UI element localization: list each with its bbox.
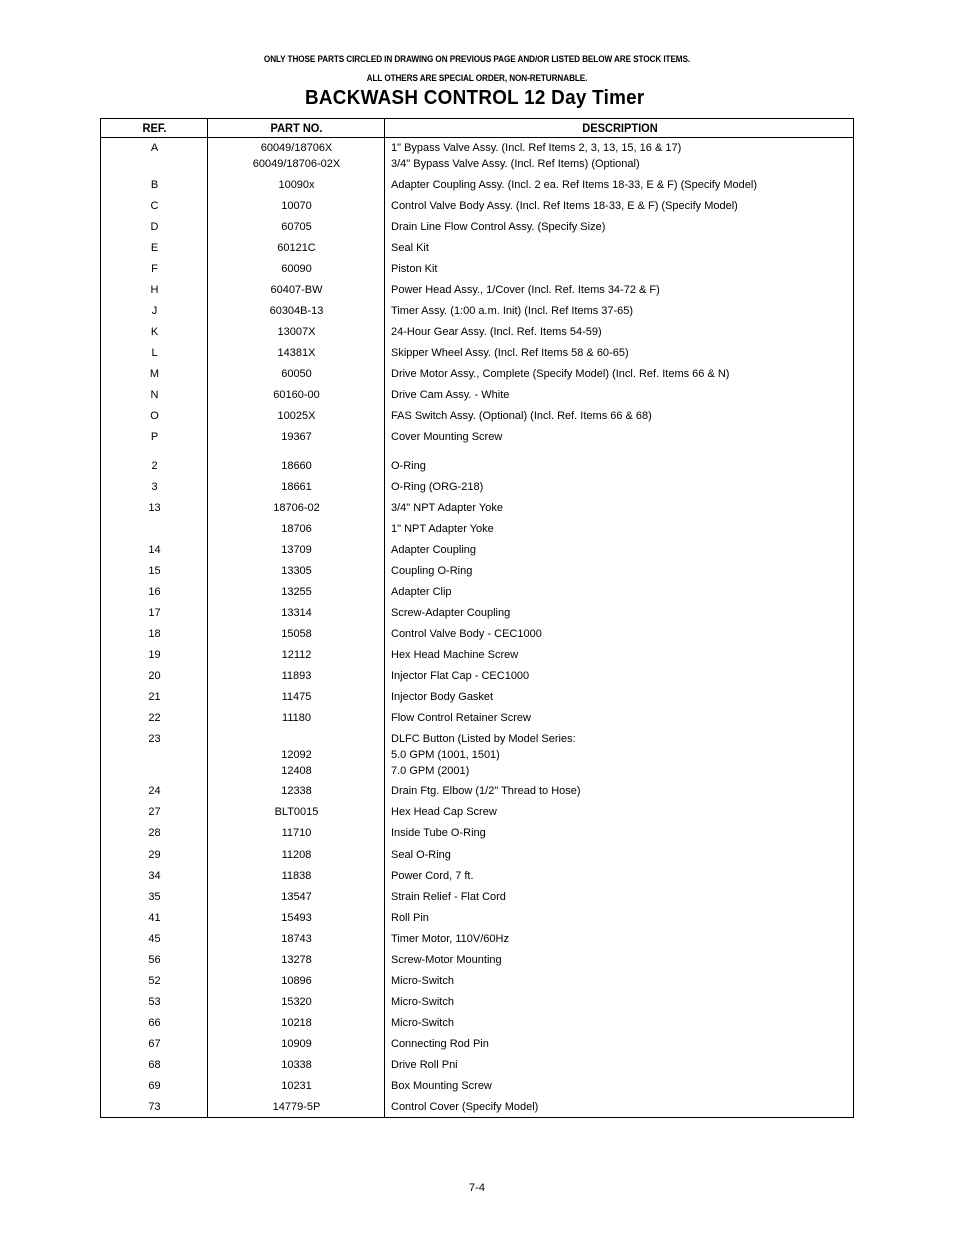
table-cell-ref: 24 [148, 785, 161, 797]
parts-table [100, 118, 854, 1118]
table-cell-ref: M [149, 368, 160, 380]
table-cell-desc: 3/4" NPT Adapter Yoke [391, 502, 503, 514]
table-cell-part: 15493 [281, 912, 312, 924]
table-cell-desc: Roll Pin [391, 912, 429, 924]
table-cell-ref: A [150, 142, 159, 154]
table-cell-part: 60050 [281, 368, 312, 380]
table-cell-desc: Drain Ftg. Elbow (1/2" Thread to Hose) [391, 785, 581, 797]
table-cell-ref: 19 [148, 649, 161, 661]
stock-notice-line-1: ONLY THOSE PARTS CIRCLED IN DRAWING ON PREVIOUS PAGE AND/OR LISTED BELOW ARE STOCK ITEMS. [263, 54, 691, 65]
table-cell-part: 19367 [281, 431, 312, 443]
table-cell-ref: L [151, 347, 158, 359]
table-cell-ref: 29 [148, 849, 161, 861]
table-cell-part: 60407-BW [270, 284, 323, 296]
table-cell-ref: 17 [148, 607, 161, 619]
table-cell-ref: 28 [148, 827, 161, 839]
table-cell-part: 10909 [281, 1038, 312, 1050]
table-cell-ref: K [150, 326, 159, 338]
table-cell-part: 12408 [281, 764, 312, 777]
table-cell-ref: N [150, 389, 159, 401]
table-cell-part: 12338 [281, 785, 312, 797]
table-cell-desc: Hex Head Machine Screw [391, 649, 519, 661]
table-cell-part: 60304B-13 [269, 305, 324, 317]
header-part-no: PART NO. [270, 121, 323, 135]
table-cell-part: 12112 [281, 649, 312, 661]
table-cell-part: 60090 [281, 263, 312, 275]
table-cell-ref: E [150, 242, 159, 254]
table-cell-ref: 69 [148, 1080, 161, 1092]
table-cell-part: 11208 [281, 849, 312, 861]
table-cell-ref: 34 [148, 870, 161, 882]
table-cell-part: 10218 [281, 1017, 312, 1029]
table-cell-part: 10070 [281, 200, 312, 212]
table-cell-part: 15058 [281, 628, 312, 640]
table-cell-desc: 3/4" Bypass Valve Assy. (Incl. Ref Items) (Optional) [391, 157, 640, 170]
table-cell-part: 60121C [277, 242, 316, 254]
table-cell-part: 11180 [282, 712, 311, 724]
table-cell-desc: Flow Control Retainer Screw [391, 712, 531, 724]
header-divider [101, 137, 853, 138]
table-cell-desc: DLFC Button (Listed by Model Series: [391, 733, 576, 745]
table-cell-desc: Adapter Coupling [391, 544, 477, 556]
table-cell-part: BLT0015 [274, 806, 319, 818]
table-cell-ref: 15 [148, 565, 161, 577]
header-description: DESCRIPTION [582, 121, 658, 135]
table-cell-ref: 41 [148, 912, 161, 924]
table-cell-desc: Injector Flat Cap - CEC1000 [391, 670, 530, 682]
table-cell-ref: D [150, 221, 159, 233]
table-cell-part: 60160-00 [273, 389, 320, 401]
table-cell-desc: Timer Motor, 110V/60Hz [391, 933, 509, 945]
table-cell-desc: Screw-Adapter Coupling [391, 607, 511, 619]
table-cell-part: 13255 [281, 586, 312, 598]
table-cell-ref: 52 [148, 975, 161, 987]
table-cell-part: 15320 [281, 996, 312, 1008]
table-cell-part: 11710 [281, 827, 312, 839]
stock-notice-line-2: ALL OTHERS ARE SPECIAL ORDER, NON-RETURNABLE. [366, 73, 588, 84]
table-cell-desc: Drive Motor Assy., Complete (Specify Model) (Incl. Ref. Items 66 & N) [391, 368, 730, 380]
page-number: 7-4 [469, 1182, 485, 1194]
table-cell-desc: Strain Relief - Flat Cord [391, 891, 506, 903]
table-cell-ref: 68 [148, 1059, 161, 1071]
table-cell-ref: C [150, 200, 159, 212]
table-cell-ref: 20 [148, 670, 161, 682]
table-cell-desc: 7.0 GPM (2001) [391, 764, 470, 777]
table-cell-part: 18743 [281, 933, 312, 945]
page-title: BACKWASH CONTROL 12 Day Timer [305, 86, 645, 109]
table-cell-part: 10025X [277, 410, 316, 422]
table-cell-ref: 2 [151, 460, 158, 472]
table-cell-part: 11838 [281, 870, 312, 882]
table-cell-ref: 14 [148, 544, 161, 556]
table-cell-ref: J [151, 305, 158, 317]
table-cell-desc: Skipper Wheel Assy. (Incl. Ref Items 58 & 60-65) [391, 347, 629, 359]
table-cell-part: 13278 [281, 954, 312, 966]
table-cell-desc: Connecting Rod Pin [391, 1038, 489, 1050]
table-cell-desc: FAS Switch Assy. (Optional) (Incl. Ref. Items 66 & 68) [391, 410, 652, 422]
table-cell-part: 18706 [281, 523, 312, 535]
table-cell-desc: Power Head Assy., 1/Cover (Incl. Ref. Items 34-72 & F) [391, 284, 660, 296]
table-cell-part: 10338 [281, 1059, 312, 1071]
table-cell-part: 12092 [281, 748, 312, 761]
table-cell-desc: 1" NPT Adapter Yoke [391, 523, 494, 535]
table-cell-ref: 66 [148, 1017, 161, 1029]
table-cell-ref: 13 [148, 502, 161, 514]
table-cell-part: 11893 [281, 670, 312, 682]
table-cell-ref: B [150, 179, 159, 191]
table-cell-part: 18706-02 [273, 502, 320, 514]
table-cell-part: 60049/18706-02X [252, 157, 341, 170]
table-cell-ref: 53 [148, 996, 161, 1008]
table-cell-desc: Micro-Switch [391, 1017, 454, 1029]
table-cell-ref: 35 [148, 891, 161, 903]
table-cell-part: 11475 [281, 691, 312, 703]
table-cell-desc: O-Ring (ORG-218) [391, 481, 484, 493]
table-cell-part: 10231 [281, 1080, 312, 1092]
table-cell-ref: P [150, 431, 159, 443]
table-cell-ref: 16 [148, 586, 161, 598]
table-cell-ref: F [151, 263, 158, 275]
table-cell-desc: Power Cord, 7 ft. [391, 870, 474, 882]
table-cell-desc: Adapter Coupling Assy. (Incl. 2 ea. Ref Items 18-33, E & F) (Specify Model) [391, 179, 758, 191]
table-cell-ref: 3 [151, 481, 158, 493]
table-cell-desc: Control Cover (Specify Model) [391, 1101, 539, 1113]
table-cell-ref: 23 [148, 733, 161, 745]
table-cell-desc: Drive Roll Pni [391, 1059, 458, 1071]
table-cell-part: 18661 [281, 481, 312, 493]
table-cell-desc: Injector Body Gasket [391, 691, 494, 703]
table-cell-desc: Cover Mounting Screw [391, 431, 503, 443]
table-cell-desc: 24-Hour Gear Assy. (Incl. Ref. Items 54-59) [391, 326, 602, 338]
header-ref: REF. [142, 121, 167, 135]
table-cell-ref: 27 [148, 806, 161, 818]
table-cell-part: 18660 [281, 460, 312, 472]
table-cell-ref: O [150, 410, 159, 422]
table-cell-ref: H [150, 284, 159, 296]
table-cell-part: 13709 [281, 544, 312, 556]
table-cell-desc: 1" Bypass Valve Assy. (Incl. Ref Items 2, 3, 13, 15, 16 & 17) [391, 142, 682, 154]
table-cell-desc: Coupling O-Ring [391, 565, 473, 577]
table-cell-ref: 73 [148, 1101, 161, 1113]
table-cell-part: 13007X [277, 326, 316, 338]
table-cell-desc: 5.0 GPM (1001, 1501) [391, 748, 500, 761]
table-cell-desc: Control Valve Body - CEC1000 [391, 628, 542, 640]
table-cell-part: 60049/18706X [260, 142, 333, 154]
table-cell-desc: Box Mounting Screw [391, 1080, 492, 1092]
table-cell-ref: 67 [148, 1038, 161, 1050]
table-cell-part: 10090x [278, 179, 315, 191]
table-cell-desc: Drive Cam Assy. - White [391, 389, 510, 401]
table-cell-desc: Micro-Switch [391, 996, 454, 1008]
table-cell-ref: 21 [148, 691, 161, 703]
table-cell-part: 13305 [281, 565, 312, 577]
table-cell-desc: Hex Head Cap Screw [391, 806, 497, 818]
table-cell-part: 60705 [281, 221, 312, 233]
table-cell-ref: 56 [148, 954, 161, 966]
table-cell-desc: Micro-Switch [391, 975, 454, 987]
table-cell-desc: Screw-Motor Mounting [391, 954, 502, 966]
table-cell-desc: Timer Assy. (1:00 a.m. Init) (Incl. Ref Items 37-65) [391, 305, 634, 317]
table-cell-desc: Control Valve Body Assy. (Incl. Ref Items 18-33, E & F) (Specify Model) [391, 200, 738, 212]
table-cell-desc: Seal Kit [391, 242, 429, 254]
table-cell-ref: 18 [148, 628, 161, 640]
table-cell-desc: O-Ring [391, 460, 426, 472]
table-cell-part: 13547 [281, 891, 312, 903]
table-cell-desc: Inside Tube O-Ring [391, 827, 486, 839]
table-cell-desc: Drain Line Flow Control Assy. (Specify Size) [391, 221, 606, 233]
table-cell-desc: Seal O-Ring [391, 849, 451, 861]
table-cell-desc: Piston Kit [391, 263, 438, 275]
table-cell-part: 14381X [277, 347, 316, 359]
table-cell-part: 13314 [281, 607, 312, 619]
table-cell-part: 10896 [281, 975, 312, 987]
table-cell-part: 14779-5P [272, 1101, 321, 1113]
table-cell-desc: Adapter Clip [391, 586, 452, 598]
table-cell-ref: 45 [148, 933, 161, 945]
table-cell-ref: 22 [148, 712, 161, 724]
